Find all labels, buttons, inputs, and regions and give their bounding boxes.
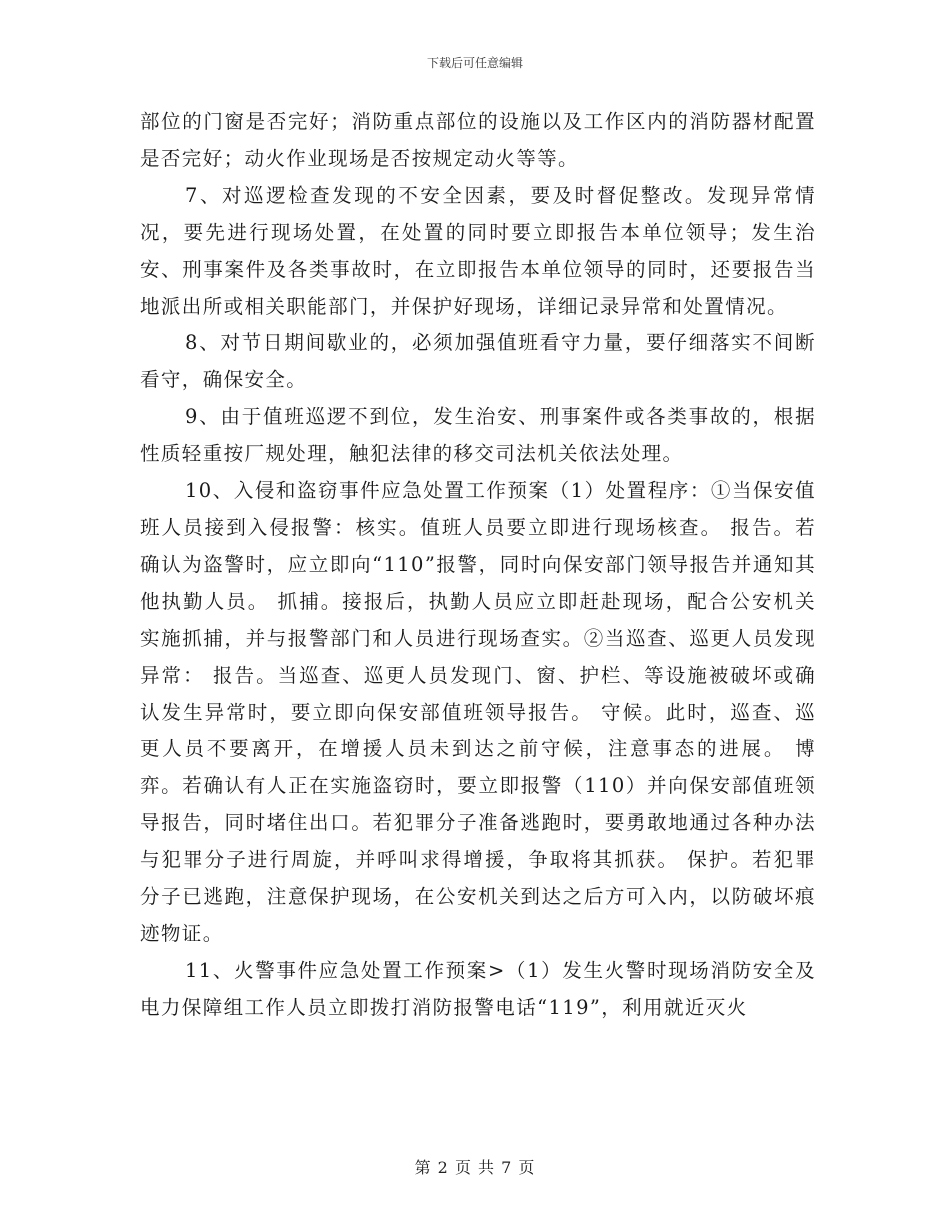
- paragraph-item-7: 7、对巡逻检查发现的不安全因素，要及时督促整改。发现异常情况，要先进行现场处置，在处置的同时要立即报告本单位领导；发生治安、刑事案件及各类事故时，在立即报告本单位领导的同时，还要报告当地派出所或相关职能部门，并保护好现场，详细记录异常和处置情况。: [140, 183, 816, 318]
- document-body: [140, 104, 816, 1027]
- paragraph-item-8: 8、对节日期间歇业的，必须加强值班看守力量，要仔细落实不间断看守，确保安全。: [140, 331, 816, 392]
- paragraph-item-11: 11、火警事件应急处置工作预案>（1）发生火警时现场消防安全及电力保障组工作人员立即拨打消防报警电话“119”，利用就近灭火: [140, 958, 816, 1019]
- page-number: 第 2 页 共 7 页: [414, 1158, 536, 1177]
- paragraph-item-10: 10、入侵和盗窃事件应急处置工作预案（1）处置程序：①当保安值班人员接到入侵报警：核实。值班人员要立即进行现场核查。 报告。若确认为盗警时，应立即向“110”报警，同时向保安部门领导报告并通知其他执勤人员。 抓捕。接报后，执勤人员应立即赶赴现场，配合公安机关实施抓捕，并与报警部门和人员进行现场查实。②当巡查、巡更人员发现异常： 报告。当巡查、巡更人员发现门、窗、护栏、等设施被破坏或确认发生异常时，要立即向保安部值班领导报告。 守候。此时，巡查、巡更人员不要离开，在增援人员未到达之前守候，注意事态的进展。 博弈。若确认有人正在实施盗窃时，要立即报警（110）并向保安部值班领导报告，同时堵住出口。若犯罪分子准备逃跑时，要勇敢地通过各种办法与犯罪分子进行周旋，并呼叫求得增援，争取将其抓获。 保护。若犯罪分子已逃跑，注意保护现场，在公安机关到达之后方可入内，以防破坏痕迹物证。: [140, 479, 816, 945]
- paragraph-continued: 部位的门窗是否完好；消防重点部位的设施以及工作区内的消防器材配置是否完好；动火作业现场是否按规定动火等等。: [140, 110, 816, 170]
- page-header-note: 下载后可任意编辑: [426, 56, 523, 70]
- paragraph-item-9: 9、由于值班巡逻不到位，发生治安、刑事案件或各类事故的，根据性质轻重按厂规处理，触犯法律的移交司法机关依法处理。: [140, 405, 816, 466]
